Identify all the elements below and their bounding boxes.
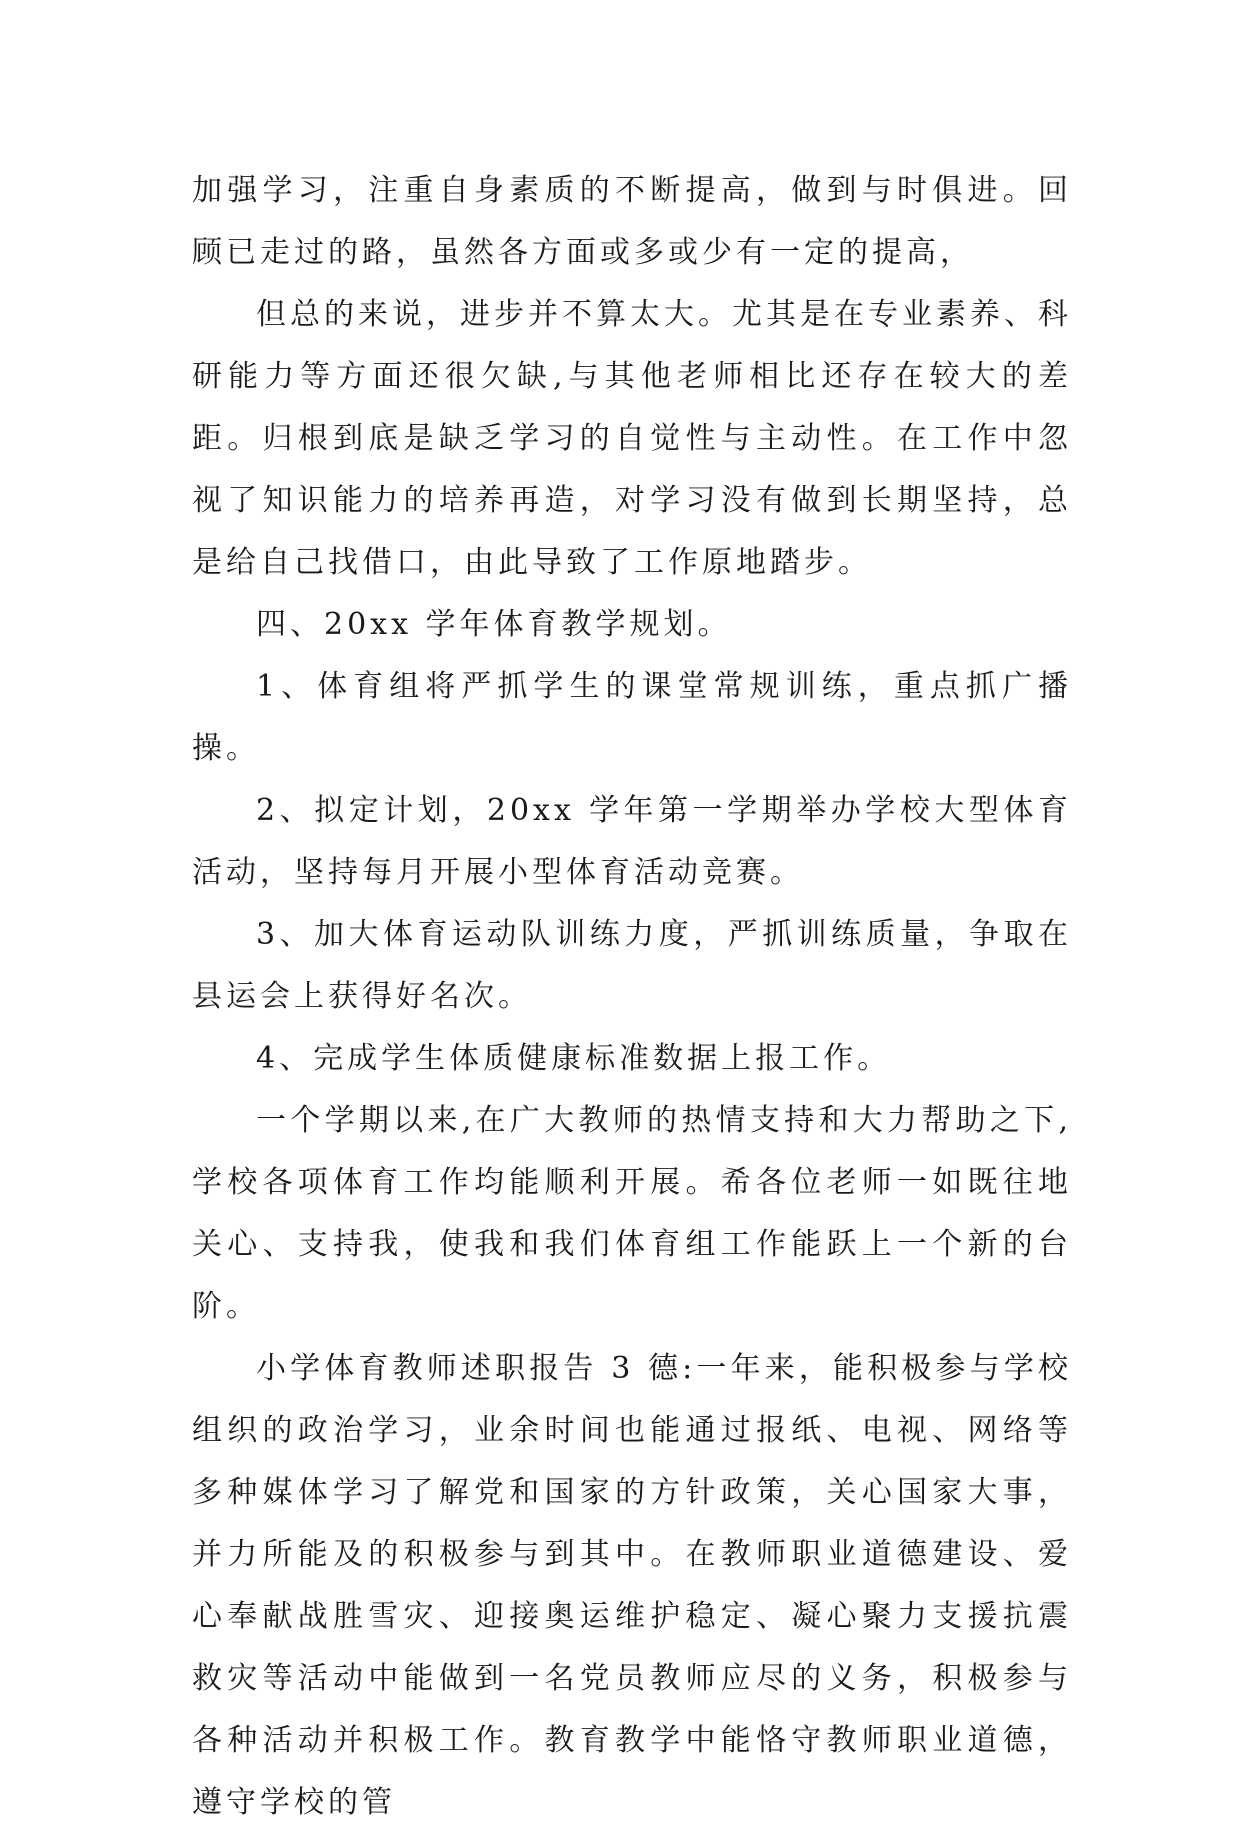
plan-item-3: 3、加大体育运动队训练力度，严抓训练质量，争取在县运会上获得好名次。: [192, 917, 1072, 1014]
plan-item-4: 4、完成学生体质健康标准数据上报工作。: [256, 1041, 892, 1076]
report-3-paragraph: 小学体育教师述职报告 3 德:一年来，能积极参与学校组织的政治学习，业余时间也能通过报纸、电视、网络等多种媒体学习了解党和国家的方针政策，关心国家大事，并力所能及的积极参与到其中。在教师职业道德建设、爱心奉献战胜雪灾、迎接奥运维护稳定、凝心聚力支援抗震救灾等活动中能做到一名党员教师应尽的义务，积极参与各种活动并积极工作。教育教学中能恪守教师职业道德，遵守学校的管: [192, 1351, 1072, 1820]
paragraph-2: 但总的来说，进步并不算太大。尤其是在专业素养、科研能力等方面还很欠缺,与其他老师相比还存在较大的差距。归根到底是缺乏学习的自觉性与主动性。在工作中忽视了知识能力的培养再造，对学习没有做到长期坚持，总是给自己找借口，由此导致了工作原地踏步。: [192, 297, 1072, 580]
paragraph-1: 加强学习，注重自身素质的不断提高，做到与时俱进。回顾已走过的路，虽然各方面或多或少有一定的提高，: [192, 173, 1072, 270]
section-heading: 四、20xx 学年体育教学规划。: [256, 607, 732, 642]
plan-item-2: 2、拟定计划，20xx 学年第一学期举办学校大型体育活动，坚持每月开展小型体育活动竞赛。: [192, 793, 1072, 890]
document-page: [192, 160, 1072, 1834]
plan-item-1: 1、体育组将严抓学生的课堂常规训练，重点抓广播操。: [192, 669, 1072, 766]
closing-paragraph: 一个学期以来,在广大教师的热情支持和大力帮助之下,学校各项体育工作均能顺利开展。希各位老师一如既往地关心、支持我，使我和我们体育组工作能跃上一个新的台阶。: [192, 1103, 1072, 1324]
